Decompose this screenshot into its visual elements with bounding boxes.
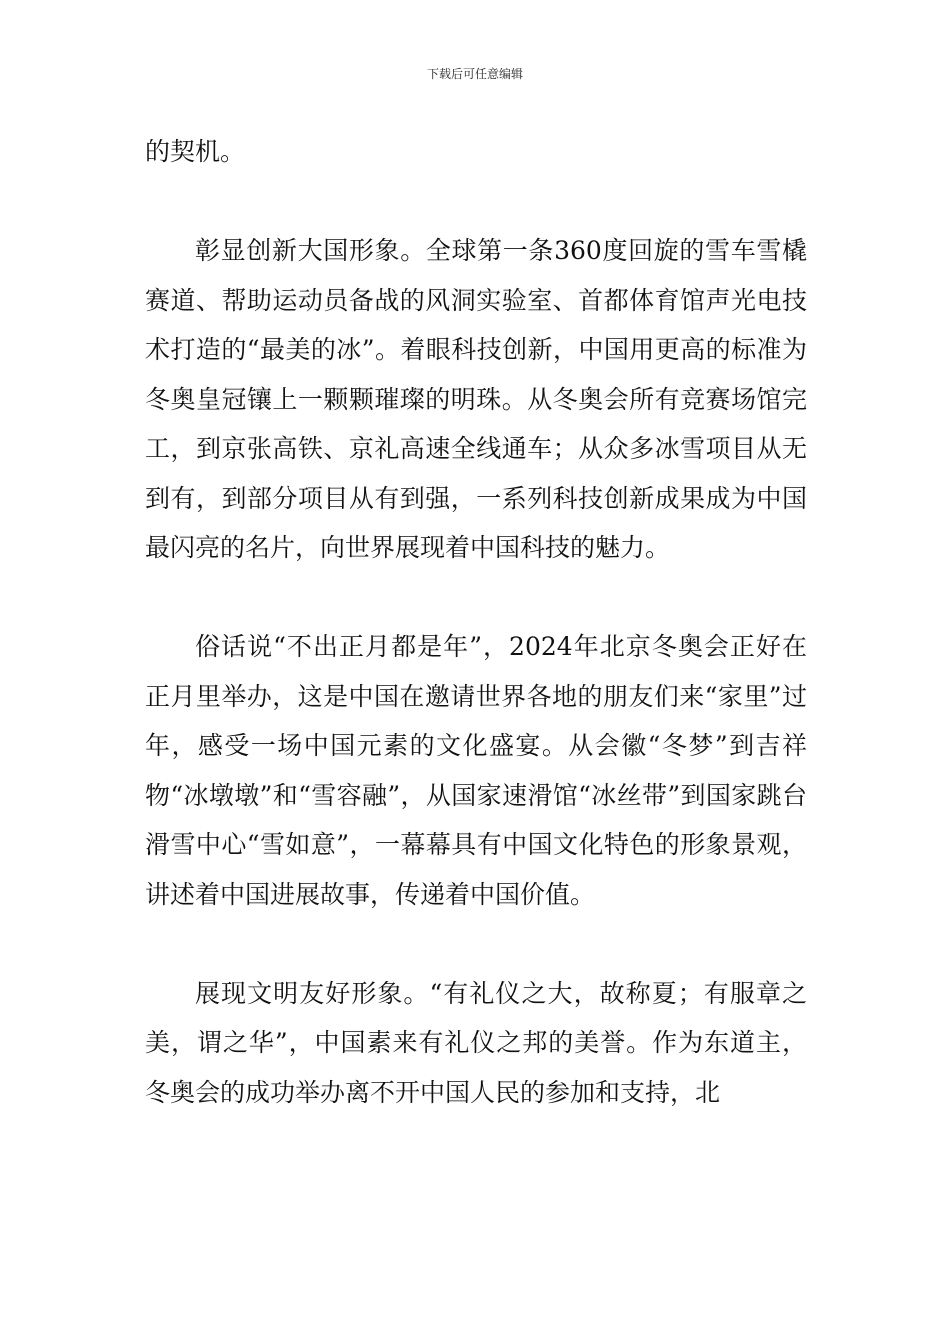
paragraph-culture: 俗话说“不出正月都是年”，2024年北京冬奥会正好在正月里举办，这是中国在邀请世界各地的朋友们来“家里”过年，感受一场中国元素的文化盛宴。从会徽“冬梦”到吉祥物“冰墩墩”和“雪容融”，从国家速滑馆“冰丝带”到国家跳台滑雪中心“雪如意”，一幕幕具有中国文化特色的形象景观，讲述着中国进展故事，传递着中国价值。 <box>145 632 807 909</box>
paragraph-innovation: 彰显创新大国形象。全球第一条360度回旋的雪车雪橇赛道、帮助运动员备战的风洞实验室、首都体育馆声光电技术打造的“最美的冰”。着眼科技创新，中国用更高的标准为冬奥皇冠镶上一颗颗璀璨的明珠。从冬奥会所有竞赛场馆完工，到京张高铁、京礼高速全线通车；从众多冰雪项目从无到有，到部分项目从有到强，一系列科技创新成果成为中国最闪亮的名片，向世界展现着中国科技的魅力。 <box>145 236 807 562</box>
header-note: 下载后可任意编辑 <box>426 67 523 81</box>
paragraph-civility: 展现文明友好形象。“有礼仪之大，故称夏；有服章之美，谓之华”，中国素来有礼仪之邦的美誉。作为东道主，冬奥会的成功举办离不开中国人民的参加和支持，北 <box>145 978 807 1107</box>
paragraph-gap <box>145 573 807 623</box>
paragraph-continuation: 的契机。 <box>145 137 246 166</box>
paragraph-gap <box>145 177 807 227</box>
document-body <box>145 127 807 1117</box>
paragraph-gap <box>145 919 807 969</box>
